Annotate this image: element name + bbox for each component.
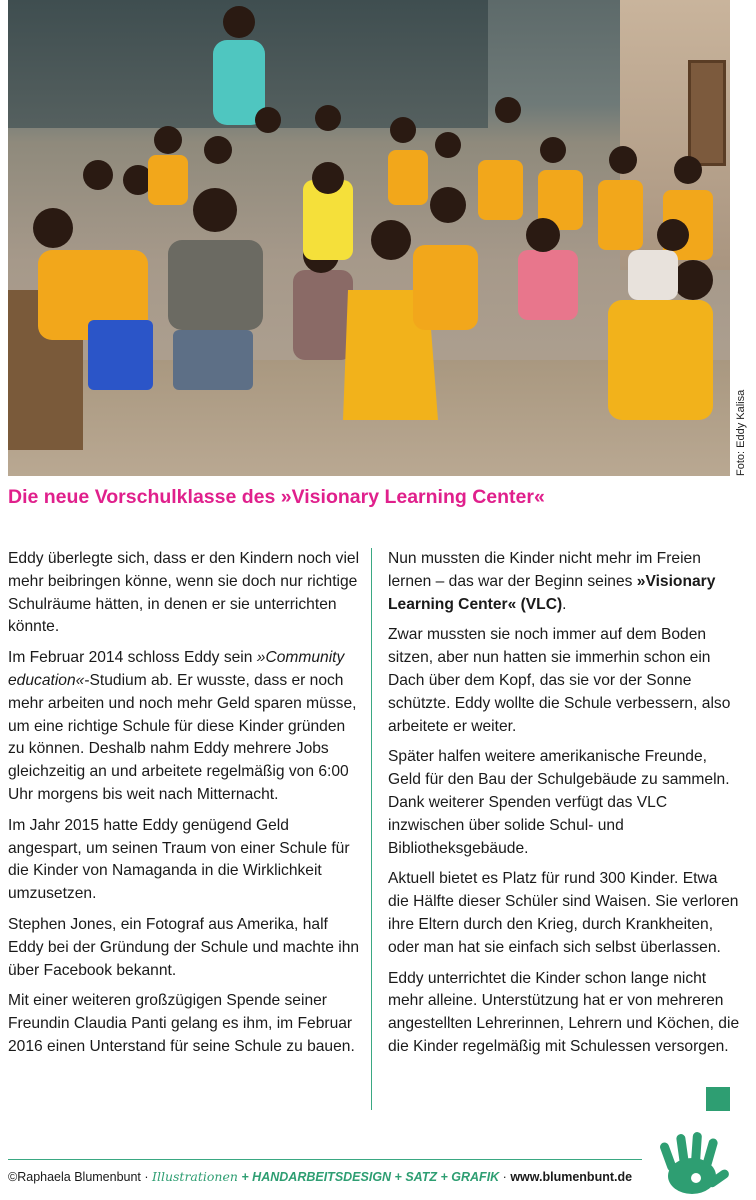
paragraph — [8, 647, 360, 807]
paragraph: Stephen Jones, ein Fotograf aus Amerika, half Eddy bei der Gründung der Schule und machte ihn über Facebook bekannt. — [8, 915, 360, 979]
bold-term: »Visionary Learning Center« (VLC) — [388, 572, 716, 613]
paragraph-text: . — [562, 595, 567, 613]
paragraph: Eddy unterrichtet die Kinder schon lange nicht mehr alleine. Unterstützung hat er von mehreren angestellten Lehrerinnen, Lehrern und Köchen, die die Kinder regelmäßig mit Schulessen versorgen. — [388, 969, 740, 1055]
children-group — [8, 0, 730, 476]
photo-credit: Foto: Eddy Kalisa — [735, 389, 747, 476]
paragraph: Eddy überlegte sich, dass er den Kindern noch viel mehr beibringen könne, wenn sie doch nur richtige Schulräume hätten, in denen er sie unterrichten könnte. — [8, 550, 360, 636]
services-text: + HANDARBEITSDESIGN + SATZ + GRAFIK — [237, 1170, 500, 1184]
left-column — [8, 548, 360, 1067]
paragraph-text: Nun mussten die Kinder nicht mehr im Freien lernen – das war der Beginn seines — [388, 550, 701, 590]
paragraph: Aktuell bietet es Platz für rund 300 Kinder. Etwa die Hälfte dieser Schüler sind Waisen. Sie verloren ihre Eltern durch den Krieg, durch Krankheiten, oder man hat sie einfach sich selbst überlassen. — [388, 870, 739, 956]
right-column — [388, 548, 740, 1067]
handprint-icon — [652, 1128, 736, 1200]
paragraph: Mit einer weiteren großzügigen Spende seiner Freundin Claudia Panti gelang es ihm, im Februar 2016 einen Unterstand für seine Schule zu bauen. — [8, 992, 355, 1055]
column-divider — [371, 548, 372, 1110]
copyright: ©Raphaela Blumenbunt · — [8, 1170, 153, 1184]
paragraph: Zwar mussten sie noch immer auf dem Boden sitzen, aber nun hatten sie immerhin schon ein Dach über dem Kopf, das sie vor der Sonne schützte. Eddy wollte die Schule verbessern, also arbeitete er weiter. — [388, 626, 731, 735]
paragraph: Im Jahr 2015 hatte Eddy genügend Geld angespart, um seinen Traum von einer Schule für die Kinder von Namaganda in die Wirklichkeit umzusetzen. — [8, 816, 350, 903]
illustrationen-logo: Illustrationen — [152, 1169, 238, 1184]
paragraph-text: -Studium ab. Er wusste, dass er noch mehr arbeiten und noch mehr Geld sparen müsse, um eine richtige Schule für diese Kinder gründen zu können. Deshalb nahm Eddy mehrere Jobs gleichzeitig an und arbeitete regelmäßig von 6:00 Uhr morgens bis weit nach Mitternacht. — [8, 671, 357, 803]
footer — [8, 1169, 632, 1184]
paragraph: Später halfen weitere amerikanische Freunde, Geld für den Bau der Schulgebäude zu sammeln. Dank weiterer Spenden verfügt das VLC inzwischen über solide Schul- und Bibliotheksgebäude. — [388, 748, 730, 857]
footer-rule — [8, 1159, 642, 1160]
paragraph-text: Im Februar 2014 schloss Eddy sein — [8, 649, 257, 667]
class-photo — [8, 0, 730, 476]
paragraph — [388, 548, 740, 616]
italic-term: »Community education« — [8, 649, 345, 689]
photo-caption: Die neue Vorschulklasse des »Visionary Learning Center« — [8, 486, 545, 508]
website-link[interactable]: www.blumenbunt.de — [510, 1170, 633, 1184]
separator: · — [499, 1170, 511, 1184]
end-square-icon — [706, 1087, 730, 1111]
